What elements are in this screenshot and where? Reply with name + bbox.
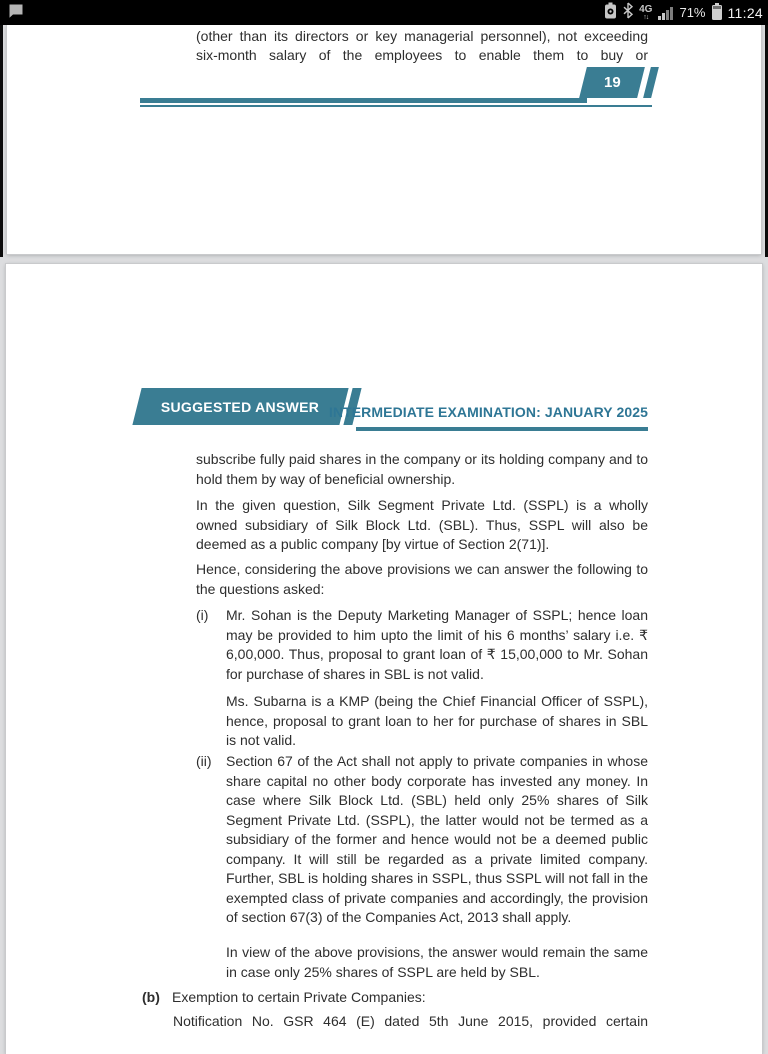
paragraph-given-question: In the given question, Silk Segment Private Ltd. (SSPL) is a wholly owned subsidiary of Silk Block Ltd. (SBL). Thus, SSPL will also be deemed as a public company [by virtue of Section 2(71)]. (196, 497, 648, 552)
battery-saver-icon (604, 2, 617, 24)
footer-rule-thick (140, 98, 587, 103)
exam-title-underline (356, 427, 648, 431)
paragraph-notification: Notification No. GSR 464 (E) dated 5th June 2015, provided certain (173, 1013, 648, 1029)
chat-notification-icon (7, 1, 25, 24)
pdf-page-19[interactable] (7, 25, 761, 254)
page-number: 19 (603, 74, 621, 91)
list-marker-i: (i) (196, 607, 209, 623)
viewer-left-edge (0, 25, 3, 257)
network-label: 4G (639, 3, 653, 15)
page19-text-line-1: (other than its directors or key managerial personnel), not exceeding (196, 28, 648, 44)
paragraph-hence: Hence, considering the above provisions we can answer the following to the questions asked: (196, 561, 648, 597)
list-item-ii (196, 752, 648, 928)
network-4g-icon (639, 5, 652, 21)
pdf-viewer[interactable] (0, 25, 768, 1029)
list-text-ii: Section 67 of the Act shall not apply to private companies in whose share capital no other body corporate has invested any money. In case where Silk Block Ltd. (SBL) held only 25% shares of Silk Segment Private Ltd. (SSPL), the latter would not be termed as a subsidiary of the former and hence would not be a deemed public company. It will still be regarded as a private limited company. Further, SBL is holding shares in SSPL, thus SSPL will not fall in the exempted class of private companies and accordingly, the provision of section 67(3) of the Companies Act, 2013 shall apply. (226, 753, 648, 925)
paragraph-in-view: In view of the above provisions, the answer would remain the same in case only 25% shares of SSPL are held by SBL. (226, 944, 648, 980)
status-bar (0, 0, 768, 25)
paragraph-ms-subarna: Ms. Subarna is a KMP (being the Chief Financial Officer of SSPL), hence, proposal to grant loan to her for purchase of shares in SBL is not valid. (226, 693, 648, 748)
suggested-answer-label: SUGGESTED ANSWER (161, 398, 320, 415)
data-arrows-icon: ↑↓ (643, 13, 649, 21)
signal-strength-icon (658, 6, 673, 20)
suggested-answer-banner (132, 388, 348, 425)
list-marker-ii: (ii) (196, 753, 212, 769)
footer-rule-thin (140, 105, 652, 107)
battery-icon (712, 5, 722, 20)
list-marker-b: (b) (142, 989, 160, 1005)
exam-title: INTERMEDIATE EXAMINATION: JANUARY 2025 (328, 404, 648, 420)
page-number-badge-sliver (643, 67, 659, 98)
list-item-b (142, 988, 648, 1008)
bluetooth-icon (623, 2, 633, 24)
list-text-i: Mr. Sohan is the Deputy Marketing Manager of SSPL; hence loan may be provided to him upto the limit of his 6 months’ salary i.e. ₹ 6,00,000. Thus, proposal to grant loan of ₹ 15,00,000 to Mr. Sohan for purchase of shares in SBL is not valid. (226, 607, 648, 682)
page19-text-line-2: six-month salary of the employees to enable them to buy or (196, 47, 648, 63)
list-text-b: Exemption to certain Private Companies: (172, 989, 426, 1005)
battery-percent: 71% (679, 5, 706, 20)
paragraph-subscribe: subscribe fully paid shares in the company or its holding company and to hold them by way of beneficial ownership. (196, 451, 648, 487)
list-item-i (196, 606, 648, 684)
pdf-page-20[interactable] (6, 264, 762, 1054)
page-number-badge (579, 67, 645, 98)
clock-time: 11:24 (727, 4, 763, 21)
